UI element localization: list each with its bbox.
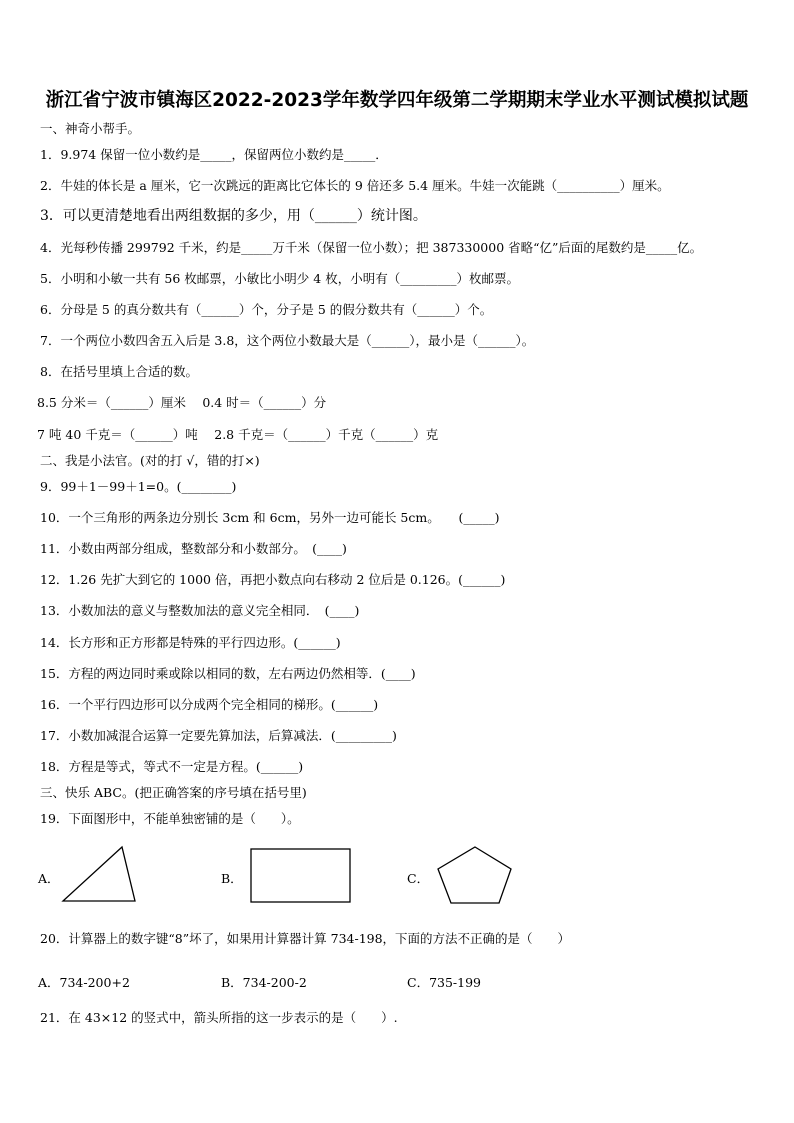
- question-3: 3．可以更清楚地看出两组数据的多少，用（______）统计图。: [40, 208, 427, 224]
- page-title: 浙江省宁波市镇海区2022-2023学年数学四年级第二学期期末学业水平测试模拟试题: [45, 90, 749, 111]
- q20-option-a: A．734-200+2: [38, 975, 130, 990]
- q19-option-b-label: B．: [221, 871, 243, 886]
- triangle-figure: [62, 846, 136, 902]
- question-1: 1．9.974 保留一位小数约是_____，保留两位小数约是_____．: [40, 147, 388, 162]
- pentagon-figure: [437, 846, 513, 906]
- question-5: 5．小明和小敏一共有 56 枚邮票，小敏比小明少 4 枚，小明有（_________）枚邮票。: [40, 271, 519, 286]
- q19-option-a-label: A．: [38, 871, 60, 886]
- question-11: 11．小数由两部分组成，整数部分和小数部分。 (____): [40, 541, 347, 556]
- question-15: 15．方程的两边同时乘或除以相同的数，左右两边仍然相等．(____): [40, 666, 416, 681]
- question-12: 12．1.26 先扩大到它的 1000 倍，再把小数点向右移动 2 位后是 0.126。(______): [40, 572, 506, 587]
- q19-option-c-label: C．: [407, 871, 430, 886]
- question-7: 7．一个两位小数四舍五入后是 3.8，这个两位小数最大是（______），最小是（______）。: [40, 333, 535, 348]
- question-8: 8．在括号里填上合适的数。: [40, 364, 198, 379]
- question-17: 17．小数加减混合运算一定要先算加法，后算减法．(_________): [40, 728, 397, 743]
- section-3-heading: 三、快乐 ABC。(把正确答案的序号填在括号里): [40, 785, 307, 800]
- question-20: 20．计算器上的数字键“8”坏了，如果用计算器计算 734-198，下面的方法不正确的是（ ）: [40, 931, 571, 946]
- q20-option-b: B．734-200-2: [221, 975, 307, 990]
- question-13: 13．小数加法的意义与整数加法的意义完全相同． (____): [40, 603, 360, 618]
- q20-option-c: C．735-199: [407, 975, 482, 990]
- question-8-part-b: 7 吨 40 千克＝（______）吨 2.8 千克＝（______）千克（______）克: [37, 427, 439, 442]
- rectangle-figure: [250, 848, 352, 904]
- section-1-heading: 一、神奇小帮手。: [40, 121, 141, 136]
- question-14: 14．长方形和正方形都是特殊的平行四边形。(______): [40, 635, 341, 650]
- question-10: 10．一个三角形的两条边分别长 3cm 和 6cm，另外一边可能长 5cm。 (_____): [40, 510, 500, 525]
- question-19: 19．下面图形中，不能单独密铺的是（ ）。: [40, 811, 300, 826]
- question-18: 18．方程是等式，等式不一定是方程。(______): [40, 759, 304, 774]
- question-16: 16．一个平行四边形可以分成两个完全相同的梯形。(______): [40, 697, 379, 712]
- section-2-heading: 二、我是小法官。(对的打 √，错的打×): [40, 453, 260, 468]
- question-21: 21．在 43×12 的竖式中，箭头所指的这一步表示的是（ ）.: [40, 1010, 398, 1025]
- question-6: 6．分母是 5 的真分数共有（______）个，分子是 5 的假分数共有（______）个。: [40, 302, 493, 317]
- question-8-part-a: 8.5 分米＝（______）厘米 0.4 时＝（______）分: [37, 395, 327, 410]
- question-9: 9．99＋1－99＋1=0。(________): [40, 479, 237, 494]
- question-4: 4．光每秒传播 299792 千米，约是_____万千米（保留一位小数）；把 387330000 省略“亿”后面的尾数约是_____亿。: [40, 240, 703, 255]
- question-2: 2．牛娃的体长是 a 厘米，它一次跳远的距离比它体长的 9 倍还多 5.4 厘米。牛娃一次能跳（__________）厘米。: [40, 178, 670, 193]
